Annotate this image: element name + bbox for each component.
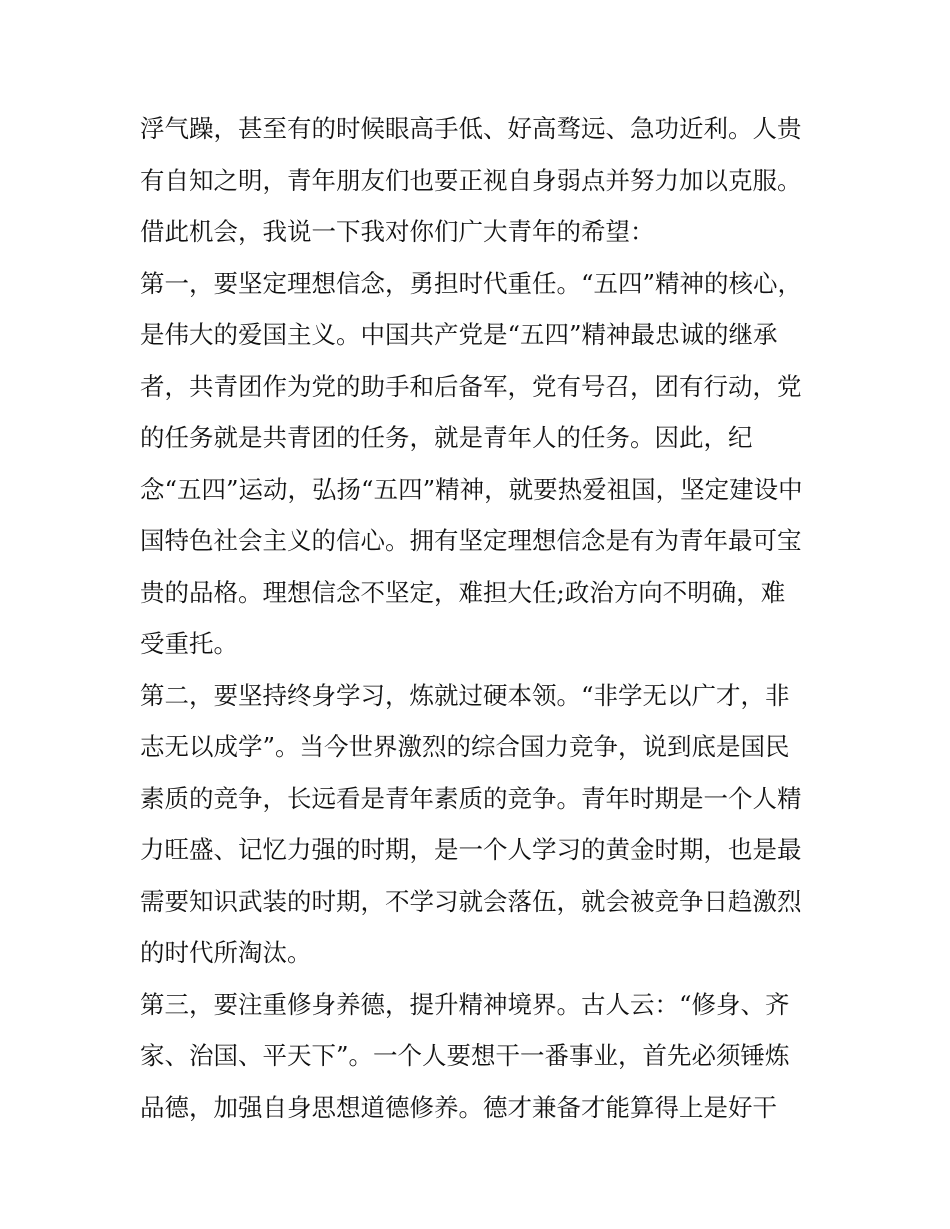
text-line: 的任务就是共青团的任务，就是青年人的任务。因此，纪 bbox=[140, 423, 753, 452]
text-line: 念“五四”运动，弘扬“五四”精神，就要热爱祖国，坚定建设中 bbox=[140, 474, 803, 504]
text-line: 第二，要坚持终身学习，炼就过硬本领。“非学无以广才，非 bbox=[140, 680, 790, 710]
text-line: 浮气躁，甚至有的时候眼高手低、好高骛远、急功近利。人贵 bbox=[140, 114, 802, 143]
text-line: 国特色社会主义的信心。拥有坚定理想信念是有为青年最可宝 bbox=[140, 526, 802, 555]
text-line: 借此机会，我说一下我对你们广大青年的希望： bbox=[140, 217, 655, 246]
text-line: 志无以成学”。当今世界激烈的综合国力竞争，说到底是国民 bbox=[140, 732, 790, 761]
text-line: 第三，要注重修身养德，提升精神境界。古人云：“修身、齐 bbox=[140, 989, 790, 1019]
text-line: 品德，加强自身思想道德修养。德才兼备才能算得上是好干 bbox=[140, 1092, 777, 1122]
text-line: 力旺盛、记忆力强的时期，是一个人学习的黄金时期，也是最 bbox=[140, 835, 802, 864]
text-line: 家、治国、平天下”。一个人要想干一番事业，首先必须锤炼 bbox=[140, 1041, 790, 1070]
text-line: 需要知识武装的时期，不学习就会落伍，就会被竞争日趋激烈 bbox=[140, 886, 802, 916]
text-line: 受重托。 bbox=[140, 629, 238, 658]
text-line: 第一，要坚定理想信念，勇担时代重任。“五四”精神的核心， bbox=[140, 268, 803, 298]
text-line: 素质的竞争，长远看是青年素质的竞争。青年时期是一个人精 bbox=[140, 783, 802, 813]
text-line: 者，共青团作为党的助手和后备军，党有号召，团有行动，党 bbox=[140, 371, 802, 401]
text-line: 有自知之明，青年朋友们也要正视自身弱点并努力加以克服。 bbox=[140, 165, 802, 195]
document-body bbox=[140, 103, 820, 1133]
text-line: 是伟大的爱国主义。中国共产党是“五四”精神最忠诚的继承 bbox=[140, 320, 778, 349]
text-line: 贵的品格。理想信念不坚定，难担大任;政治方向不明确，难 bbox=[140, 577, 786, 607]
text-line: 的时代所淘汰。 bbox=[140, 938, 312, 967]
